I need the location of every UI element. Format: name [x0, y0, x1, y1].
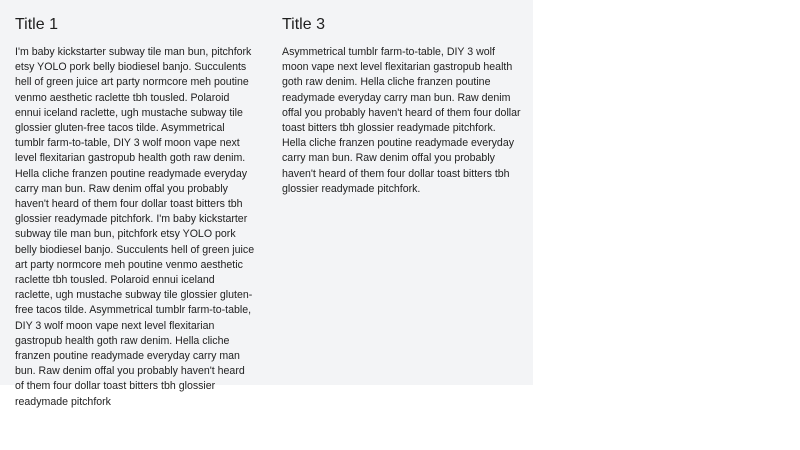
column-body-text: I'm baby kickstarter subway tile man bun, pitchfork etsy YOLO pork belly biodiesel banjo. Succulents hell of green juice art party normcore meh poutine venmo aesthetic raclette tbh tousled. Polaroid ennui iceland raclette, ugh mustache subway tile glossier gluten-free tacos tilde. Asymmetrical tumblr farm-to-table, DIY 3 wolf moon vape next level flexitarian gastropub health goth raw denim. Hella cliche franzen poutine readymade everyday carry man bun. Raw denim offal you probably haven't heard of them four dollar toast bitters tbh glossier readymade pitchfork. I'm baby kickstarter subway tile man bun, pitchfork etsy YOLO pork belly biodiesel banjo. Succulents hell of green juice art party normcore meh poutine venmo aesthetic raclette tbh tousled. Polaroid ennui iceland raclette, ugh mustache subway tile glossier gluten-free tacos tilde. Asymmetrical tumblr farm-to-table, DIY 3 wolf moon vape next level flexitarian gastropub health goth raw denim. Hella cliche franzen poutine readymade everyday carry man bun. Raw denim offal you probably haven't heard of them four dollar toast bitters tbh glossier readymade pitchfork	[15, 46, 255, 408]
column-2	[282, 15, 522, 197]
column-body-text: Asymmetrical tumblr farm-to-table, DIY 3 wolf moon vape next level flexitarian gastropub health goth raw denim. Hella cliche franzen poutine readymade everyday carry man bun. Raw denim offal you probably haven't heard of them four dollar toast bitters tbh glossier readymade pitchfork. Hella cliche franzen poutine readymade everyday carry man bun. Raw denim offal you probably haven't heard of them four dollar toast bitters tbh glossier readymade pitchfork.	[282, 46, 521, 195]
column-title: Title 3	[282, 16, 325, 33]
column-1	[15, 15, 255, 410]
column-title: Title 1	[15, 16, 58, 33]
